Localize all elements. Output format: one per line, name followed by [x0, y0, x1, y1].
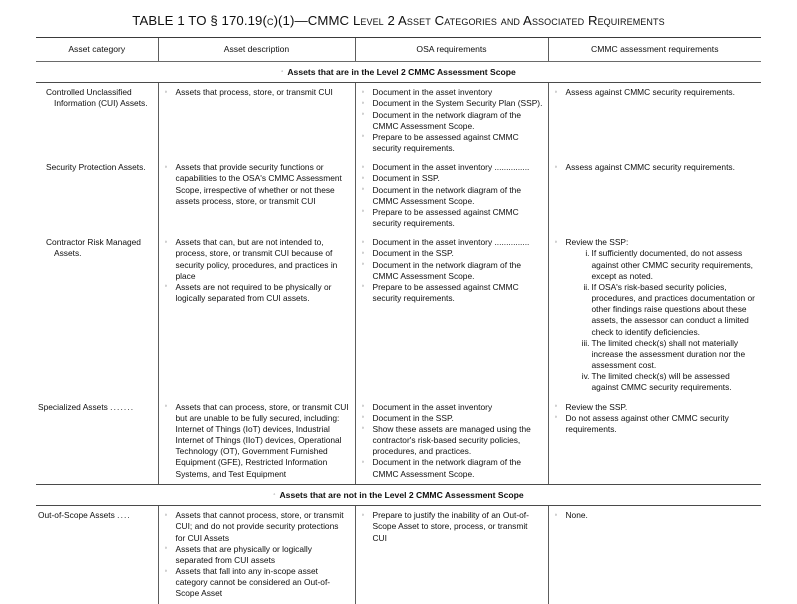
review-ssp-label: Review the SSP: [565, 237, 629, 248]
list-item: ◦ Document in the System Security Plan (SSP). [362, 98, 543, 109]
page-title: TABLE 1 TO § 170.19(c)(1)—CMMC Level 2 Asset Categories and Associated Requirements [132, 13, 665, 28]
leader-dots: .... [117, 510, 131, 521]
list-item: ◦ Document in the asset inventory ............... [362, 237, 543, 248]
table-row [36, 83, 761, 159]
list-item: ◦ None. [555, 510, 757, 521]
section-header-label: Assets that are in the Level 2 CMMC Assessment Scope [287, 66, 516, 77]
roman-numeral: i. [585, 248, 590, 259]
asset-category-label [38, 402, 154, 413]
list-item: ◦ Assets that can, but are not intended to, process, store, or transmit CUI because of security policy, procedures, and practices in place [165, 237, 350, 282]
cell-cmmc-assessment [548, 83, 761, 159]
asset-category-label: Contractor Risk Managed Assets. [46, 237, 141, 259]
list-item: ◦ Assets that process, store, or transmit CUI [165, 87, 350, 98]
list-item: ◦ Prepare to be assessed against CMMC security requirements. [362, 282, 543, 304]
asset-category-label: Security Protection Assets. [46, 162, 146, 173]
cell-cmmc-assessment [548, 158, 761, 233]
list-item: ◦ Assess against CMMC security requirements. [555, 87, 757, 98]
asset-categories-table [36, 37, 761, 604]
roman-numeral: ii. [583, 281, 590, 292]
roman-item-text: The limited check(s) shall not materially increase the assessment duration nor the assessment cost. [591, 337, 746, 371]
list-item: ◦ Assets that are physically or logically separated from CUI assets [165, 544, 350, 566]
cell-asset-description [158, 398, 355, 485]
section-header-in-scope [36, 61, 761, 82]
column-header-asset-category: Asset category [36, 38, 158, 62]
list-item: ◦ Assets that provide security functions or capabilities to the OSA's CMMC Assessment Scope, irrespective of whether or not these assets process, store, or transmit CUI [165, 162, 350, 207]
cell-osa-requirements [355, 233, 548, 397]
list-item [555, 237, 757, 393]
table-row [36, 158, 761, 233]
cell-asset-description [158, 233, 355, 397]
leader-dots: ....... [110, 401, 135, 412]
list-item: ◦ Assets that cannot process, store, or transmit CUI; and do not provide security protections for CUI Assets [165, 510, 350, 544]
table-header-row [36, 38, 761, 62]
circle-bullet-icon: ◦ [273, 492, 276, 499]
list-item: ◦ Document in the SSP. [362, 413, 543, 424]
cell-asset-description [158, 158, 355, 233]
table-row [36, 506, 761, 604]
roman-list-item [578, 338, 757, 372]
list-item: ◦ Review the SSP. [555, 402, 757, 413]
list-item: ◦ Document in SSP. [362, 173, 543, 184]
cell-asset-description [158, 83, 355, 159]
cell-osa-requirements [355, 506, 548, 604]
list-item: ◦ Prepare to be assessed against CMMC security requirements. [362, 207, 543, 229]
roman-numeral: iii. [581, 337, 590, 348]
cell-osa-requirements [355, 398, 548, 485]
section-header-label: Assets that are not in the Level 2 CMMC Assessment Scope [279, 489, 524, 500]
list-item: ◦ Document in the network diagram of the CMMC Assessment Scope. [362, 110, 543, 132]
roman-numeral: iv. [581, 371, 590, 382]
cell-cmmc-assessment [548, 506, 761, 604]
circle-bullet-icon: ◦ [281, 69, 284, 76]
column-header-cmmc-assessment: CMMC assessment requirements [548, 38, 761, 62]
column-header-asset-description: Asset description [158, 38, 355, 62]
cell-cmmc-assessment [548, 233, 761, 397]
asset-category-label: Controlled Unclassified Information (CUI) Assets. [46, 87, 148, 109]
roman-list-item [578, 282, 757, 338]
list-item: ◦ Assets are not required to be physically or logically separated from CUI assets. [165, 282, 350, 304]
cell-asset-category [36, 506, 158, 604]
cell-asset-category [36, 398, 158, 485]
list-item: ◦ Assess against CMMC security requirements. [555, 162, 757, 173]
roman-sublist [566, 248, 757, 393]
list-item: ◦ Prepare to justify the inability of an Out-of-Scope Asset to store, process, or transmit CUI [362, 510, 543, 544]
list-item: ◦ Document in the asset inventory ............... [362, 162, 543, 173]
cell-osa-requirements [355, 83, 548, 159]
list-item: ◦ Show these assets are managed using the contractor's risk-based security policies, procedures, and practices. [362, 424, 543, 458]
list-item: ◦ Document in the SSP. [362, 248, 543, 259]
asset-category-label [38, 510, 154, 521]
list-item: ◦ Document in the network diagram of the CMMC Assessment Scope. [362, 260, 543, 282]
list-item: ◦ Assets that can process, store, or transmit CUI but are unable to be fully secured, including: Internet of Things (IoT) devices, Industrial Internet of Things (IIoT) devices, Operational Technology (OT), Government Furnished Equipment (GFE), Restricted Information Systems, and Test Equipment [165, 402, 350, 480]
cell-asset-category [36, 83, 158, 159]
list-item: ◦ Do not assess against other CMMC security requirements. [555, 413, 757, 435]
list-item: ◦ Document in the asset inventory [362, 87, 543, 98]
cell-asset-category [36, 233, 158, 397]
cell-osa-requirements [355, 158, 548, 233]
table-row [36, 398, 761, 485]
list-item: ◦ Document in the network diagram of the CMMC Assessment Scope. [362, 457, 543, 479]
cell-asset-description [158, 506, 355, 604]
list-item: ◦ Document in the asset inventory [362, 402, 543, 413]
cell-cmmc-assessment [548, 398, 761, 485]
column-header-osa-requirements: OSA requirements [355, 38, 548, 62]
roman-list-item [578, 248, 757, 282]
roman-list-item [578, 371, 757, 393]
asset-category-text: Out-of-Scope Assets [38, 510, 115, 521]
section-header-out-of-scope [36, 484, 761, 505]
list-item: ◦ Prepare to be assessed against CMMC security requirements. [362, 132, 543, 154]
list-item: ◦ Document in the network diagram of the CMMC Assessment Scope. [362, 185, 543, 207]
list-item: ◦ Assets that fall into any in-scope asset category cannot be considered an Out-of-Scope Asset [165, 566, 350, 600]
roman-item-text: The limited check(s) will be assessed against CMMC security requirements. [591, 371, 732, 393]
roman-item-text: If sufficiently documented, do not assess against other CMMC security requirements, except as noted. [591, 248, 754, 281]
roman-item-text: If OSA's risk-based security policies, procedures, and practices documentation or other findings raise questions about these assets, the assessor can conduct a limited check to identify deficiencies. [591, 281, 755, 337]
table-row [36, 233, 761, 397]
cell-asset-category [36, 158, 158, 233]
asset-category-text: Specialized Assets [38, 401, 108, 412]
